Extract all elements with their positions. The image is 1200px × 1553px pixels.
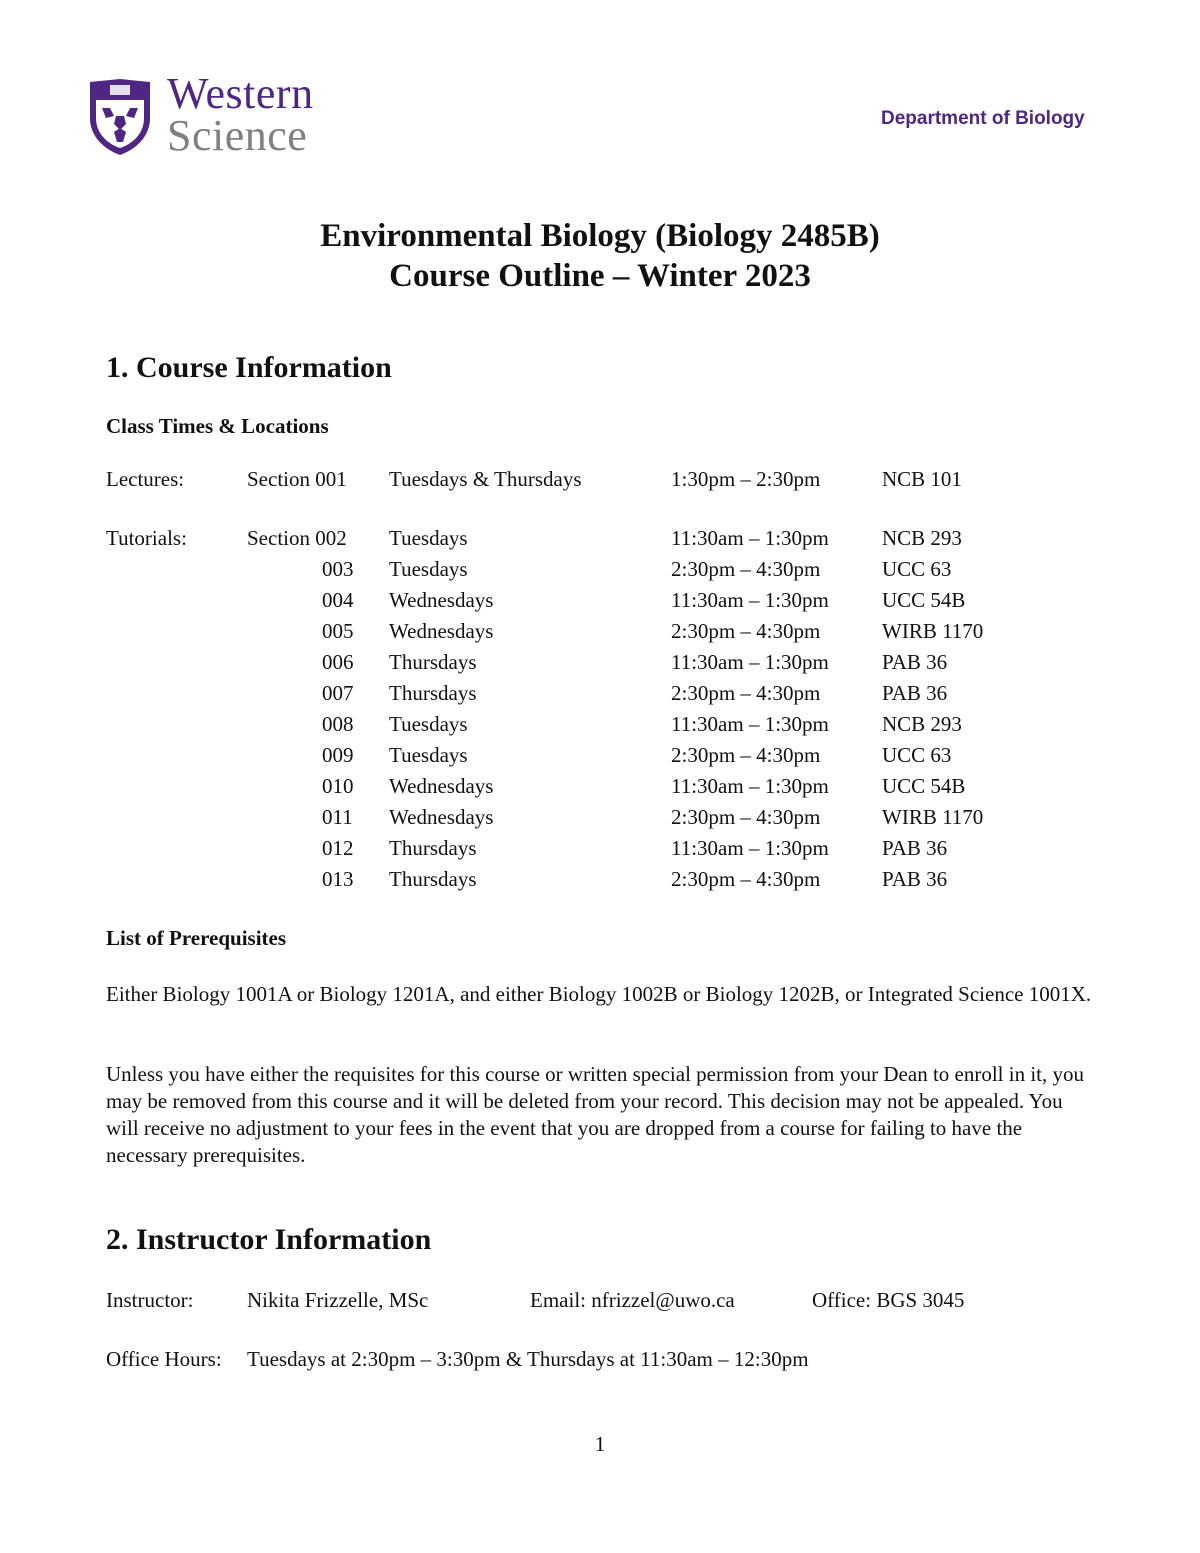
tutorial-time: 11:30am – 1:30pm xyxy=(671,526,829,550)
lecture-day: Tuesdays & Thursdays xyxy=(389,467,582,491)
department-name: Department of Biology xyxy=(881,108,1085,129)
tutorial-day: Tuesdays xyxy=(389,557,468,581)
prerequisite-text: Either Biology 1001A or Biology 1201A, and either Biology 1002B or Biology 1202B, or Integrated Science 1001X. xyxy=(106,982,1092,1006)
section-heading-instructor-information: 2. Instructor Information xyxy=(106,1223,432,1256)
title-line-2: Course Outline – Winter 2023 xyxy=(389,258,811,294)
tutorial-day: Wednesdays xyxy=(389,619,494,643)
tutorial-day: Thursdays xyxy=(389,650,477,674)
lecture-section: Section 001 xyxy=(247,467,347,491)
tutorial-day: Thursdays xyxy=(389,681,477,705)
tutorial-section-number: 008 xyxy=(322,712,354,736)
tutorial-day: Wednesdays xyxy=(389,774,494,798)
western-crest-logo xyxy=(88,78,152,156)
lecture-time: 1:30pm – 2:30pm xyxy=(671,467,821,491)
tutorial-row-first xyxy=(0,526,1200,557)
tutorial-room: PAB 36 xyxy=(882,650,948,674)
tutorial-time: 2:30pm – 4:30pm xyxy=(671,867,821,891)
tutorial-row xyxy=(0,588,1200,619)
tutorial-time: 2:30pm – 4:30pm xyxy=(671,805,821,829)
instructor-row xyxy=(0,1288,1200,1319)
tutorial-row xyxy=(0,805,1200,836)
tutorial-time: 11:30am – 1:30pm xyxy=(671,650,829,674)
tutorial-room: UCC 54B xyxy=(882,774,966,798)
tutorial-row xyxy=(0,650,1200,681)
tutorial-section: Section 002 xyxy=(247,526,347,550)
tutorial-section-number: 004 xyxy=(322,588,354,612)
tutorial-row xyxy=(0,774,1200,805)
tutorial-row xyxy=(0,867,1200,898)
tutorial-day: Thursdays xyxy=(389,867,477,891)
tutorial-section-number: 006 xyxy=(322,650,354,674)
tutorial-row xyxy=(0,836,1200,867)
instructor-label: Instructor: xyxy=(106,1288,194,1312)
brand-wordmark xyxy=(167,69,314,160)
office-hours-value: Tuesdays at 2:30pm – 3:30pm & Thursdays at 11:30am – 12:30pm xyxy=(247,1347,809,1371)
tutorial-time: 2:30pm – 4:30pm xyxy=(671,557,821,581)
tutorial-section-number: 013 xyxy=(322,867,354,891)
tutorial-section-number: 009 xyxy=(322,743,354,767)
brand-western: Western xyxy=(167,69,314,118)
tutorial-section-number: 012 xyxy=(322,836,354,860)
tutorial-room: PAB 36 xyxy=(882,681,948,705)
page-header xyxy=(0,0,1200,180)
tutorial-row xyxy=(0,681,1200,712)
instructor-name: Nikita Frizzelle, MSc xyxy=(247,1288,429,1312)
tutorial-row xyxy=(0,743,1200,774)
tutorial-row xyxy=(0,619,1200,650)
tutorial-section-number: 011 xyxy=(322,805,353,829)
lectures-label: Lectures: xyxy=(106,467,185,491)
tutorial-room: UCC 54B xyxy=(882,588,966,612)
tutorial-room: UCC 63 xyxy=(882,743,952,767)
brand-science: Science xyxy=(167,111,308,160)
tutorial-room: PAB 36 xyxy=(882,867,948,891)
subheading-prerequisites: List of Prerequisites xyxy=(106,926,287,950)
instructor-office: Office: BGS 3045 xyxy=(812,1288,965,1312)
lecture-row xyxy=(0,467,1200,498)
office-hours-row xyxy=(0,1347,1200,1378)
tutorial-section-number: 007 xyxy=(322,681,354,705)
tutorial-room: WIRB 1170 xyxy=(882,805,984,829)
tutorial-room: NCB 293 xyxy=(882,526,962,550)
instructor-email: Email: nfrizzel@uwo.ca xyxy=(530,1288,735,1312)
document-title xyxy=(0,216,1200,296)
prerequisite-notice: Unless you have either the requisites for this course or written special permission from your Dean to enroll in it, you may be removed from this course and it will be deleted from your record. This decision may not be appealed. You will receive no adjustment to your fees in the event that you are dropped from a course for failing to have the necessary prerequisites. xyxy=(106,1062,1085,1167)
tutorial-time: 11:30am – 1:30pm xyxy=(671,774,829,798)
subheading-class-times: Class Times & Locations xyxy=(106,414,329,438)
page-number: 1 xyxy=(594,1432,606,1456)
tutorial-day: Wednesdays xyxy=(389,805,494,829)
tutorial-room: PAB 36 xyxy=(882,836,948,860)
tutorial-room: WIRB 1170 xyxy=(882,619,984,643)
tutorial-room: NCB 293 xyxy=(882,712,962,736)
tutorial-day: Tuesdays xyxy=(389,526,468,550)
tutorial-row xyxy=(0,557,1200,588)
tutorial-time: 2:30pm – 4:30pm xyxy=(671,681,821,705)
tutorial-day: Tuesdays xyxy=(389,743,468,767)
tutorial-row xyxy=(0,712,1200,743)
tutorial-time: 2:30pm – 4:30pm xyxy=(671,743,821,767)
tutorial-day: Tuesdays xyxy=(389,712,468,736)
title-line-1: Environmental Biology (Biology 2485B) xyxy=(320,218,880,254)
office-hours-label: Office Hours: xyxy=(106,1347,222,1371)
tutorial-day: Wednesdays xyxy=(389,588,494,612)
tutorial-time: 11:30am – 1:30pm xyxy=(671,836,829,860)
tutorial-section-number: 003 xyxy=(322,557,354,581)
lecture-room: NCB 101 xyxy=(882,467,962,491)
tutorial-day: Thursdays xyxy=(389,836,477,860)
section-heading-course-information: 1. Course Information xyxy=(106,351,392,384)
tutorial-time: 11:30am – 1:30pm xyxy=(671,588,829,612)
tutorials-label: Tutorials: xyxy=(106,526,187,550)
tutorial-time: 2:30pm – 4:30pm xyxy=(671,619,821,643)
tutorial-section-number: 010 xyxy=(322,774,354,798)
tutorial-room: UCC 63 xyxy=(882,557,952,581)
tutorial-time: 11:30am – 1:30pm xyxy=(671,712,829,736)
tutorial-section-number: 005 xyxy=(322,619,354,643)
